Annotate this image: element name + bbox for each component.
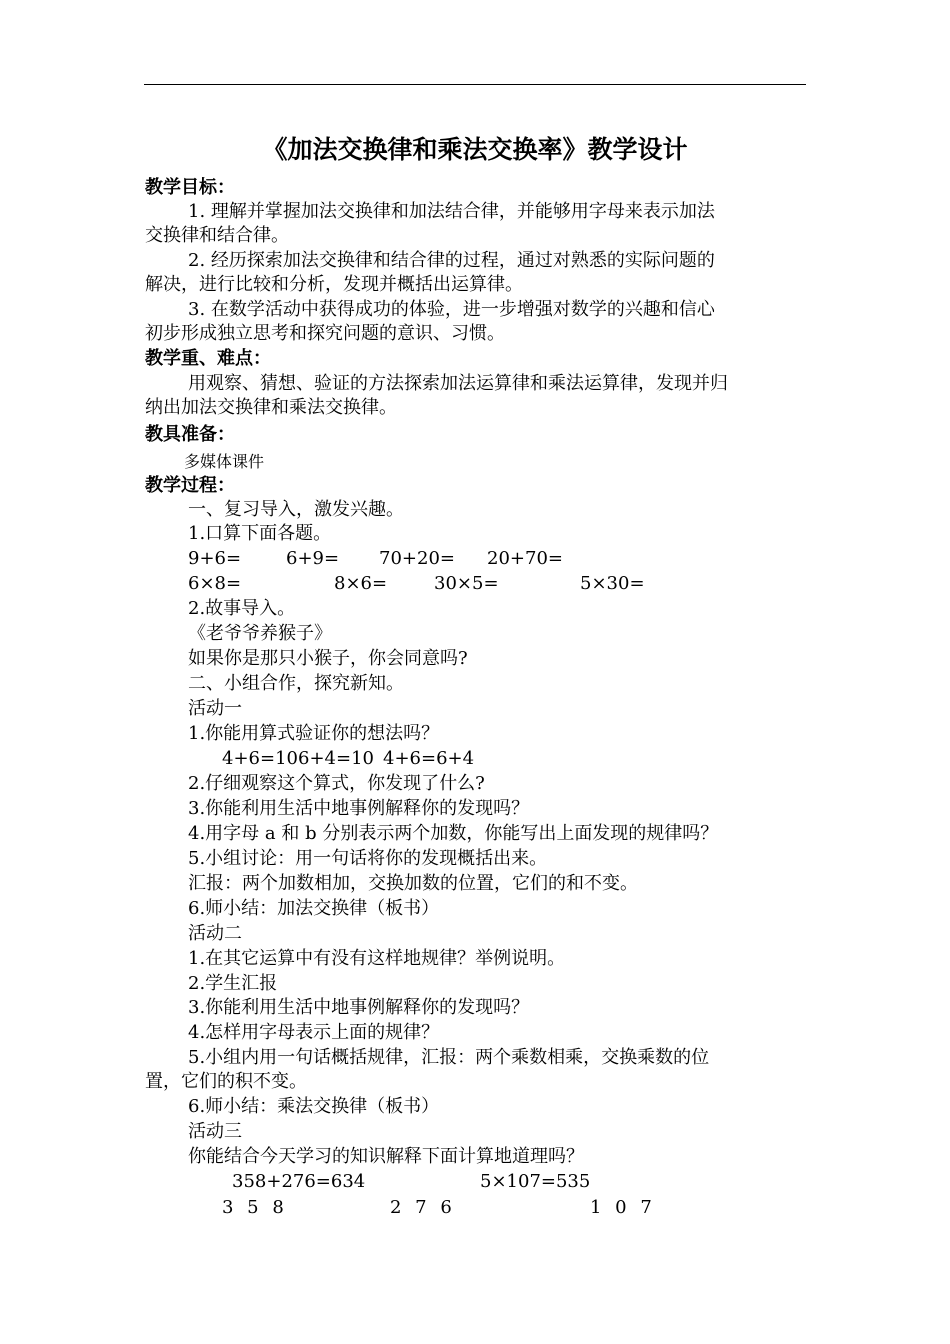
story-title: 《老爷爷养猴子》 <box>188 623 332 644</box>
part-1-heading: 一、复习导入，激发兴趣。 <box>188 499 404 520</box>
goal-2-line-2: 解决，进行比较和分析，发现并概括出运算律。 <box>145 274 523 295</box>
calc-equation: 358+276=634 <box>232 1171 366 1192</box>
mul-problem: 8×6= <box>334 573 388 594</box>
mul-problem: 5×30= <box>580 573 645 594</box>
add-problem: 9+6= <box>188 548 242 569</box>
goal-1-line-2: 交换律和结合律。 <box>145 225 289 246</box>
goal-3-line-2: 初步形成独立思考和探究问题的意识、习惯。 <box>145 323 505 344</box>
activity-2-q5-line-2: 置，它们的积不变。 <box>145 1071 307 1092</box>
key-points-heading: 教学重、难点： <box>145 348 271 369</box>
add-problem: 20+70= <box>487 548 563 569</box>
verify-equation: 4+6=10 <box>222 748 298 769</box>
activity-1-q5: 5.小组讨论：用一句话将你的发现概括出来。 <box>188 848 548 869</box>
goal-3-line-1: 3. 在数学活动中获得成功的体验，进一步增强对数学的兴趣和信心 <box>188 299 715 320</box>
mul-problem: 6×8= <box>188 573 242 594</box>
add-problem: 70+20= <box>379 548 455 569</box>
activity-1-q3: 3.你能利用生活中地事例解释你的发现吗？ <box>188 798 530 819</box>
page-title: 《加法交换律和乘法交换率》教学设计 <box>262 135 688 164</box>
activity-2-q2: 2.学生汇报 <box>188 973 278 994</box>
activity-2-q1: 1.在其它运算中有没有这样地规律？举例说明。 <box>188 948 566 969</box>
process-heading: 教学过程： <box>145 475 235 496</box>
tools-item: 多媒体课件 <box>184 452 265 471</box>
mul-problem: 30×5= <box>434 573 499 594</box>
add-problem: 6+9= <box>286 548 340 569</box>
activity-2-q4: 4.怎样用字母表示上面的规律？ <box>188 1022 440 1043</box>
activity-1-q4: 4.用字母 a 和 b 分别表示两个加数，你能写出上面发现的规律吗？ <box>188 823 719 844</box>
activity-2-q5-line-1: 5.小组内用一句话概括规律，汇报：两个乘数相乘，交换乘数的位 <box>188 1047 710 1068</box>
vertical-calc-digits: 3 5 8 <box>222 1197 288 1218</box>
part-2-heading: 二、小组合作，探究新知。 <box>188 673 404 694</box>
activity-2-q3: 3.你能利用生活中地事例解释你的发现吗？ <box>188 997 530 1018</box>
vertical-calc-digits: 1 0 7 <box>590 1197 656 1218</box>
activity-1-q1: 1.你能用算式验证你的想法吗？ <box>188 723 440 744</box>
header-rule <box>144 84 806 85</box>
key-points-line-2: 纳出加法交换律和乘法交换律。 <box>145 397 397 418</box>
activity-3-question: 你能结合今天学习的知识解释下面计算地道理吗？ <box>188 1146 584 1167</box>
key-points-line-1: 用观察、猜想、验证的方法探索加法运算律和乘法运算律，发现并归 <box>188 373 728 394</box>
calc-equation: 5×107=535 <box>480 1171 591 1192</box>
activity-2-summary: 6.师小结：乘法交换律（板书） <box>188 1096 440 1117</box>
oral-calc-prompt: 1.口算下面各题。 <box>188 523 332 544</box>
activity-1-summary: 6.师小结：加法交换律（板书） <box>188 898 440 919</box>
story-intro: 2.故事导入。 <box>188 598 296 619</box>
verify-equation: 6+4=10 <box>298 748 374 769</box>
tools-heading: 教具准备： <box>145 424 235 445</box>
goal-1-line-1: 1. 理解并掌握加法交换律和加法结合律，并能够用字母来表示加法 <box>188 201 715 222</box>
goal-2-line-1: 2. 经历探索加法交换律和结合律的过程，通过对熟悉的实际问题的 <box>188 250 715 271</box>
goals-heading: 教学目标： <box>145 177 235 198</box>
verify-equation: 4+6=6+4 <box>383 748 475 769</box>
activity-1-report: 汇报：两个加数相加，交换加数的位置，它们的和不变。 <box>188 873 638 894</box>
story-question: 如果你是那只小猴子，你会同意吗? <box>188 648 468 669</box>
activity-1-label: 活动一 <box>188 698 242 719</box>
activity-2-label: 活动二 <box>188 923 242 944</box>
activity-1-q2: 2.仔细观察这个算式，你发现了什么? <box>188 773 485 794</box>
vertical-calc-digits: 2 7 6 <box>390 1197 456 1218</box>
activity-3-label: 活动三 <box>188 1121 242 1142</box>
